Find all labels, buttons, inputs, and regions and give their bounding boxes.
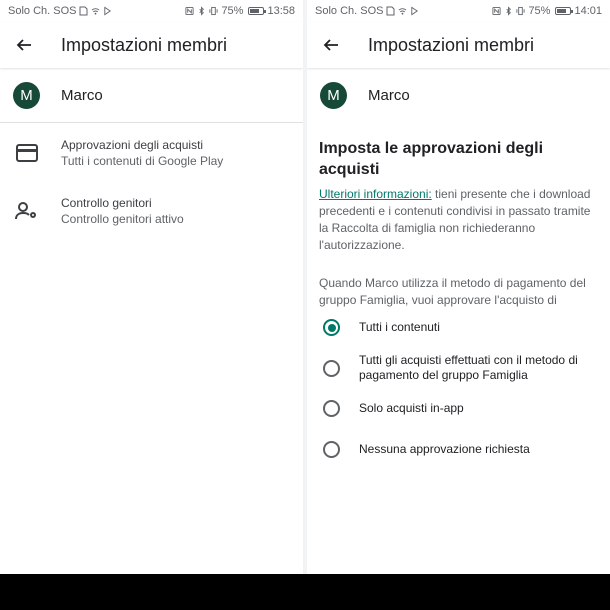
app-bar [0,22,303,68]
radio-selected-dot [328,324,336,332]
clock: 13:58 [267,5,295,17]
credit-card-icon [15,141,39,165]
option-all-content[interactable] [323,319,602,336]
nfc-icon [185,6,194,16]
radio-button[interactable] [323,319,340,336]
avatar: M [320,82,347,109]
avatar: M [13,82,40,109]
cast-icon [410,6,419,16]
nfc-icon [492,6,501,16]
setting-purchase-approvals[interactable] [0,138,303,170]
battery-level [557,9,566,13]
back-arrow-icon[interactable] [320,34,342,56]
bluetooth-icon [197,6,206,16]
status-bar [307,0,610,22]
sim-icon [79,6,88,16]
member-row [0,68,303,123]
battery-icon [248,7,264,15]
radio-button[interactable] [323,360,340,377]
info-text: tieni presente che i download precedenti e i contenuti condivisi in passato tramite la Raccolta di famiglia non richiederanno l'autorizzazione. [319,187,591,252]
navigation-bar [0,574,610,610]
wifi-icon [91,6,100,16]
approval-prompt: Quando Marco utilizza il metodo di pagamento del gruppo Famiglia, vuoi approvare l'acquisto di [319,276,586,307]
carrier-label: Solo Ch. SOS [8,5,77,17]
wifi-icon [398,6,407,16]
setting-subtitle: Tutti i contenuti di Google Play [61,154,224,168]
radio-button[interactable] [323,400,340,417]
member-name: Marco [368,87,410,104]
cast-icon [103,6,112,16]
radio-button[interactable] [323,441,340,458]
info-paragraph [319,186,600,254]
battery-percent: 75% [528,5,551,17]
setting-parental-controls[interactable] [0,196,303,228]
bluetooth-icon [504,6,513,16]
setting-subtitle: Controllo genitori attivo [61,212,184,226]
clock: 14:01 [574,5,602,17]
section-heading: Imposta le approvazioni degli acquisti [319,140,544,178]
parental-controls-icon [15,199,39,223]
carrier-label: Solo Ch. SOS [315,5,384,17]
status-bar [0,0,303,22]
option-label: Tutti i contenuti [359,320,440,334]
battery-percent: 75% [221,5,244,17]
option-label: Tutti gli acquisti effettuati con il metodo di pagamento del gruppo Famiglia [359,353,578,382]
screen-right [307,0,610,574]
battery-level [250,9,259,13]
page-title: Impostazioni membri [368,34,535,55]
option-label: Solo acquisti in-app [359,401,464,415]
battery-icon [555,7,571,15]
option-in-app-only[interactable] [323,400,602,417]
member-row [307,68,610,123]
option-label: Nessuna approvazione richiesta [359,442,530,456]
back-arrow-icon[interactable] [13,34,35,56]
sim-icon [386,6,395,16]
member-name: Marco [61,86,103,104]
option-no-approval[interactable] [323,441,602,458]
page-title: Impostazioni membri [61,34,228,55]
setting-title: Controllo genitori [61,196,152,210]
screen-left [0,0,303,574]
app-bar [307,22,610,68]
option-family-payment[interactable] [323,353,602,383]
vibrate-icon [516,6,525,16]
learn-more-link[interactable]: Ulteriori informazioni: [319,187,432,201]
vibrate-icon [209,6,218,16]
setting-title: Approvazioni degli acquisti [61,138,204,152]
